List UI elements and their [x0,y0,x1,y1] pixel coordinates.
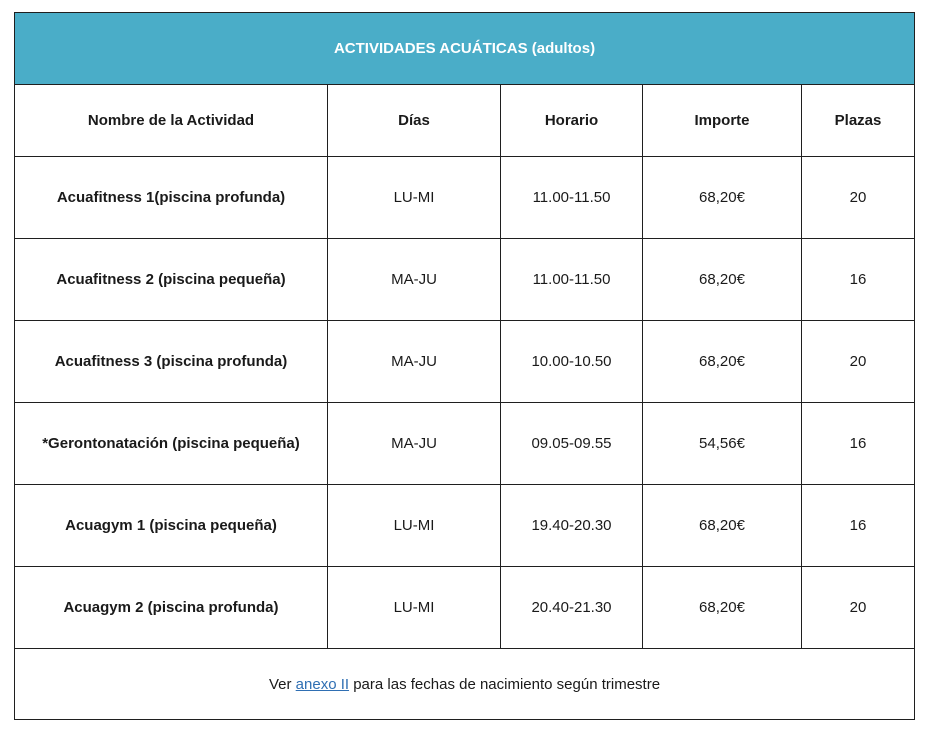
column-header-places: Plazas [802,85,915,157]
activity-places: 20 [802,157,915,239]
table-row [15,157,915,239]
column-header-days: Días [328,85,501,157]
activity-name: *Gerontonatación (piscina pequeña) [15,403,328,485]
activity-days: MA-JU [328,239,501,321]
activity-days: MA-JU [328,321,501,403]
activity-schedule: 19.40-20.30 [501,485,643,567]
column-header-schedule: Horario [501,85,643,157]
column-header-price: Importe [643,85,802,157]
table-row [15,403,915,485]
table-row [15,321,915,403]
activity-days: LU-MI [328,157,501,239]
table-row [15,567,915,649]
activity-schedule: 11.00-11.50 [501,157,643,239]
activity-name: Acuagym 2 (piscina profunda) [15,567,328,649]
activities-table [14,12,915,720]
table-row [15,485,915,567]
header-row [15,85,915,157]
activity-places: 20 [802,321,915,403]
footer-prefix: Ver [268,675,296,693]
activity-days: LU-MI [328,567,501,649]
footer-row [15,649,915,720]
column-header-name: Nombre de la Actividad [15,85,328,157]
activity-price: 68,20€ [643,567,802,649]
activity-schedule: 09.05-09.55 [501,403,643,485]
activity-name: Acuafitness 2 (piscina pequeña) [15,239,328,321]
activity-places: 16 [802,485,915,567]
activity-name: Acuafitness 3 (piscina profunda) [15,321,328,403]
table-title: ACTIVIDADES ACUÁTICAS (adultos) [15,13,915,85]
activity-places: 16 [802,403,915,485]
footer-note [15,649,915,720]
activity-price: 68,20€ [643,485,802,567]
activity-name: Acuafitness 1(piscina profunda) [15,157,328,239]
annex-link[interactable]: anexo II [295,675,350,693]
activity-schedule: 20.40-21.30 [501,567,643,649]
activity-days: LU-MI [328,485,501,567]
activity-price: 68,20€ [643,239,802,321]
activity-price: 54,56€ [643,403,802,485]
activity-days: MA-JU [328,403,501,485]
table-row [15,239,915,321]
activity-schedule: 10.00-10.50 [501,321,643,403]
activity-price: 68,20€ [643,321,802,403]
activity-places: 16 [802,239,915,321]
activity-schedule: 11.00-11.50 [501,239,643,321]
title-row [15,13,915,85]
activity-name: Acuagym 1 (piscina pequeña) [15,485,328,567]
activity-places: 20 [802,567,915,649]
footer-suffix: para las fechas de nacimiento según trimestre [349,675,661,693]
activity-price: 68,20€ [643,157,802,239]
